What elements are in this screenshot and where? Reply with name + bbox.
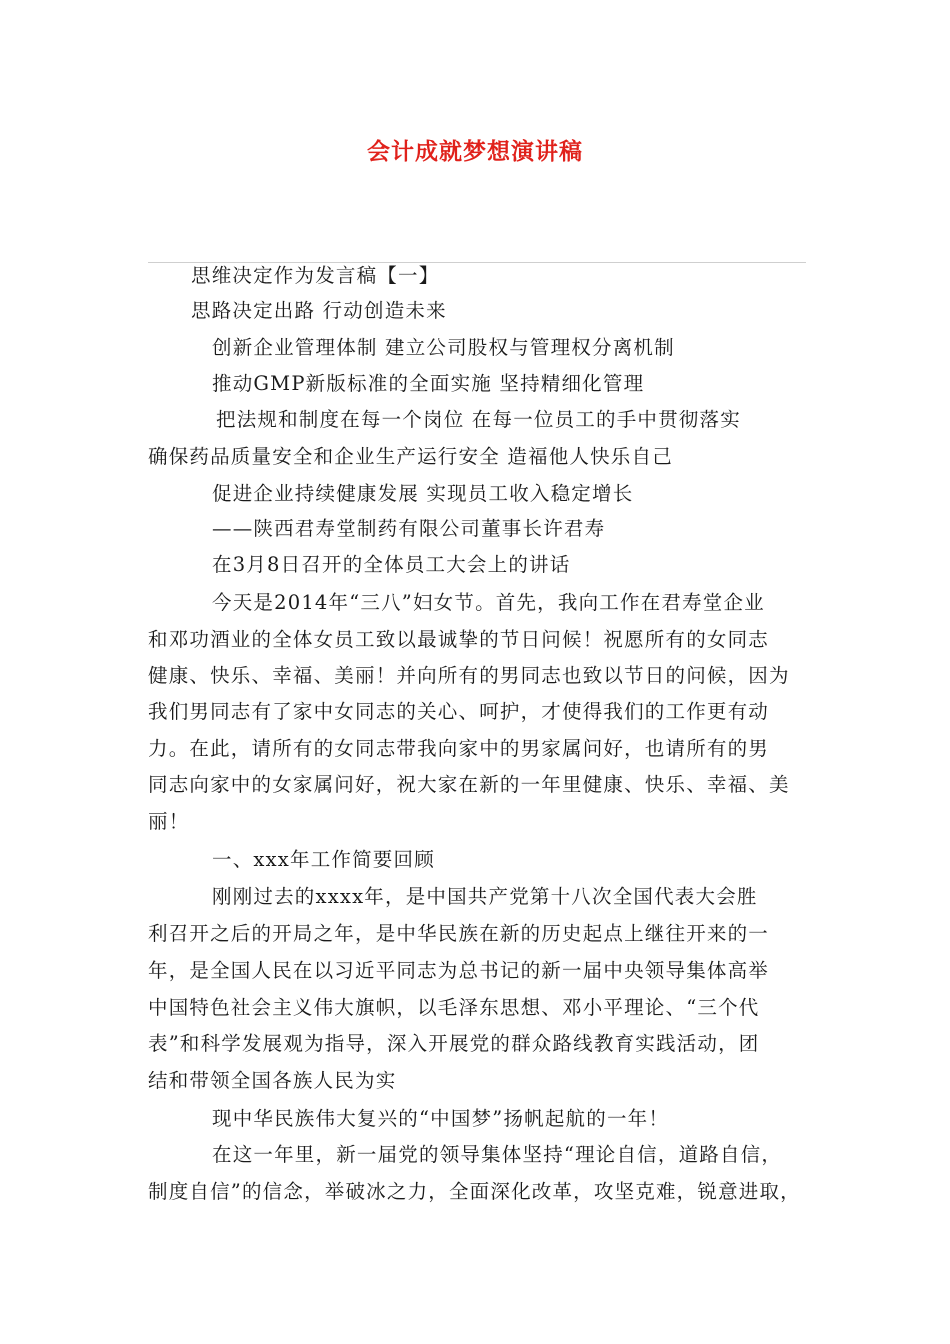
- body-line: 结和带领全国各族人民为实: [148, 1069, 397, 1092]
- header-divider: [148, 262, 806, 263]
- body-line: 在这一年里，新一届党的领导集体坚持“理论自信，道路自信，: [212, 1143, 783, 1166]
- body-line: 推动GMP新版标准的全面实施 坚持精细化管理: [212, 372, 645, 395]
- body-line: 制度自信”的信念，举破冰之力，全面深化改革，攻坚克难，锐意进取，: [148, 1180, 801, 1203]
- body-line: 刚刚过去的xxxx年，是中国共产党第十八次全国代表大会胜: [212, 885, 758, 908]
- body-line: 今天是2014年“三八”妇女节。首先，我向工作在君寿堂企业: [212, 591, 765, 614]
- body-line: 力。在此，请所有的女同志带我向家中的男家属问好，也请所有的男: [148, 737, 770, 760]
- body-line: 在3月8日召开的全体员工大会上的讲话: [212, 553, 571, 576]
- document-title: 会计成就梦想演讲稿: [367, 139, 583, 165]
- body-line: 思路决定出路 行动创造未来: [191, 299, 447, 322]
- section-heading: 一、xxx年工作简要回顾: [212, 848, 435, 871]
- body-line: ——陕西君寿堂制药有限公司董事长许君寿: [212, 517, 606, 540]
- body-line: 同志向家中的女家属问好，祝大家在新的一年里健康、快乐、幸福、美: [148, 773, 790, 796]
- body-line: 利召开之后的开局之年，是中华民族在新的历史起点上继往开来的一: [148, 922, 770, 945]
- body-line: 表”和科学发展观为指导，深入开展党的群众路线教育实践活动，团: [148, 1032, 760, 1055]
- body-line: 健康、快乐、幸福、美丽！并向所有的男同志也致以节日的问候，因为: [148, 664, 790, 687]
- body-line: 和邓功酒业的全体女员工致以最诚挚的节日问候！祝愿所有的女同志: [148, 628, 770, 651]
- body-line: 中国特色社会主义伟大旗帜，以毛泽东思想、邓小平理论、“三个代: [148, 996, 760, 1019]
- body-line: 我们男同志有了家中女同志的关心、呵护，才使得我们的工作更有动: [148, 700, 770, 723]
- body-line: 促进企业持续健康发展 实现员工收入稳定增长: [212, 482, 634, 505]
- body-line: 年，是全国人民在以习近平同志为总书记的新一届中央领导集体高举: [148, 959, 770, 982]
- body-line: 创新企业管理体制 建立公司股权与管理权分离机制: [212, 336, 675, 359]
- body-line: 确保药品质量安全和企业生产运行安全 造福他人快乐自己: [148, 445, 673, 468]
- body-line: 丽！: [148, 810, 190, 833]
- body-line: 把法规和制度在每一个岗位 在每一位员工的手中贯彻落实: [216, 408, 741, 431]
- body-line: 现中华民族伟大复兴的“中国梦”扬帆起航的一年！: [212, 1107, 670, 1130]
- body-line: 思维决定作为发言稿【一】: [191, 264, 440, 287]
